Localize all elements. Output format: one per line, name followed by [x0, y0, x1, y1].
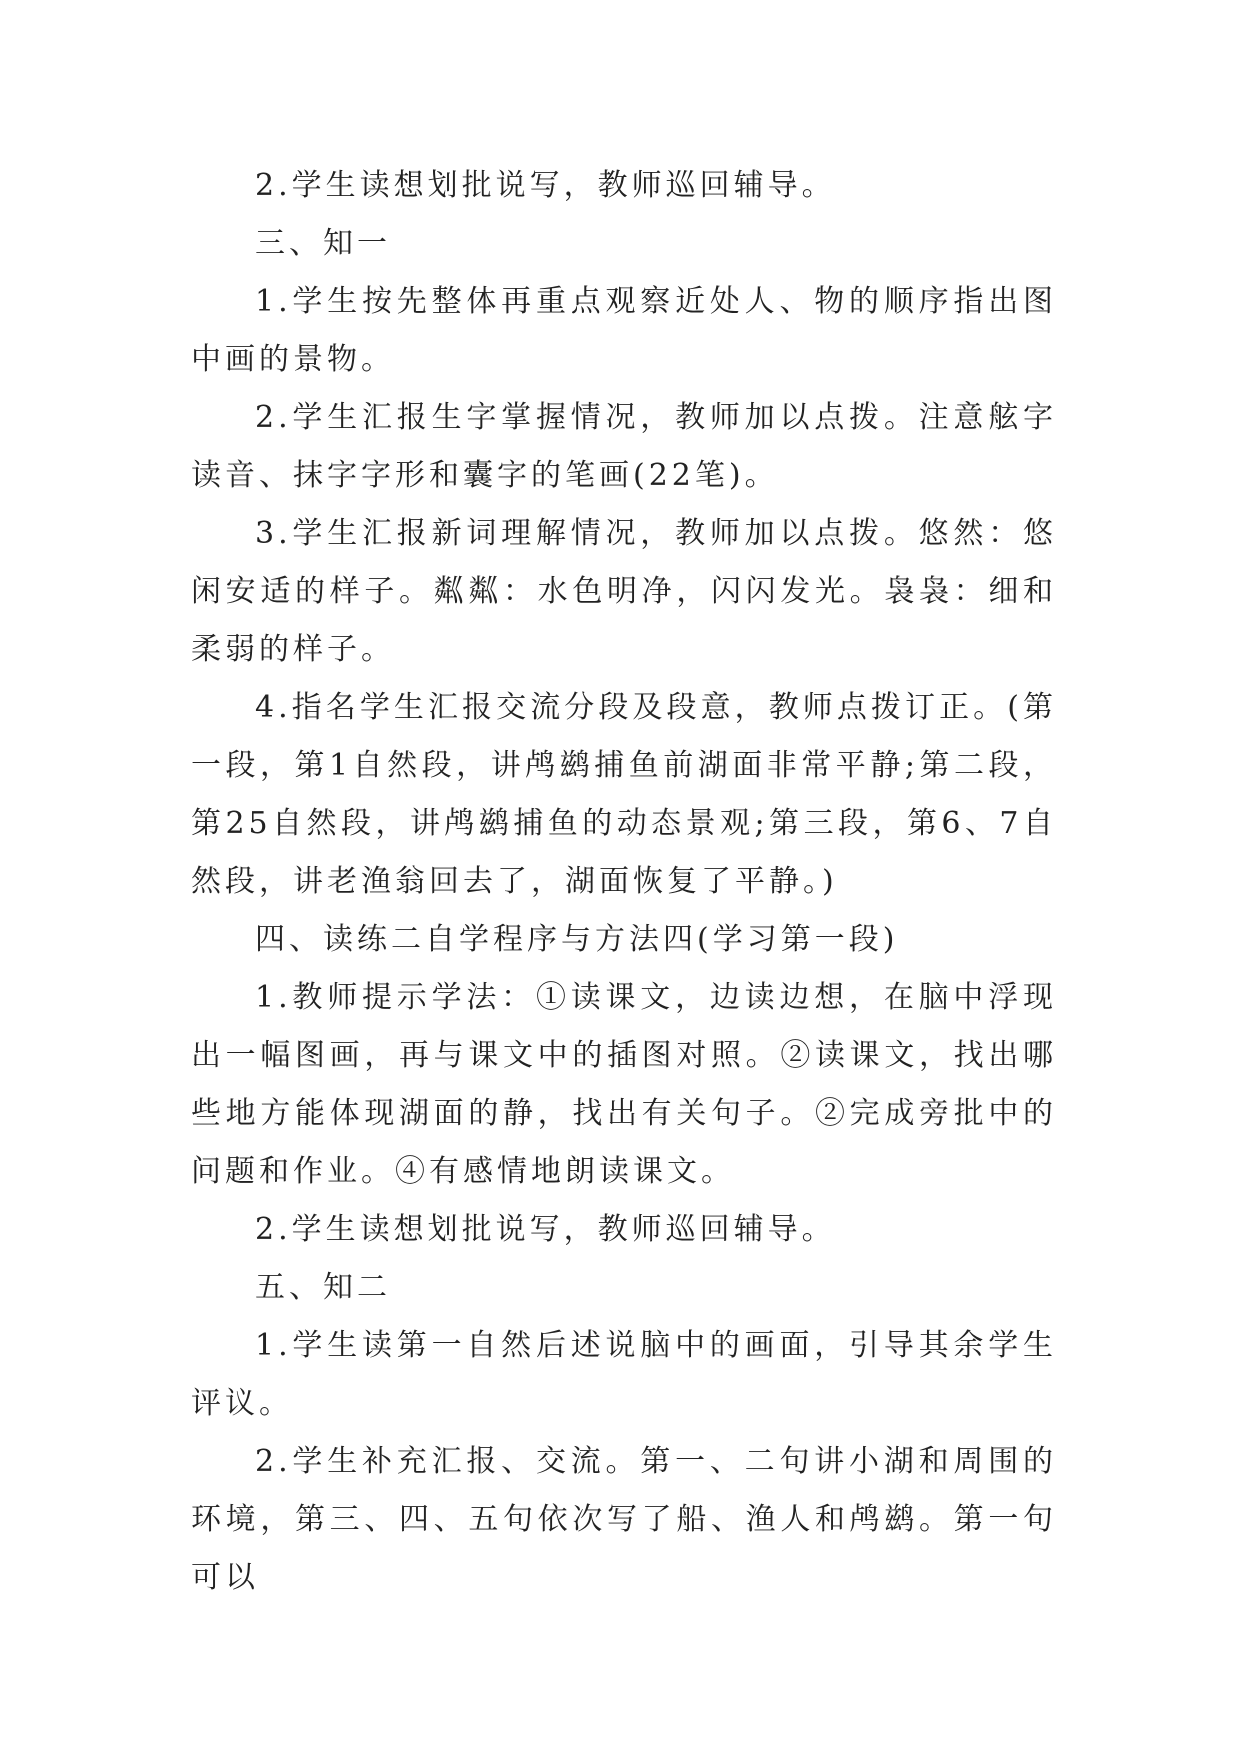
paragraph-5: 3.学生汇报新词理解情况，教师加以点拨。悠然：悠闲安适的样子。粼粼：水色明净，闪闪发光。袅袅：细和柔弱的样子。: [191, 516, 1057, 667]
paragraph-6: 4.指名学生汇报交流分段及段意，教师点拨订正。(第一段，第1自然段，讲鸬鹚捕鱼前湖面非常平静;第二段，第25自然段，讲鸬鹚捕鱼的动态景观;第三段，第6、7自然段，讲老渔翁回去了，湖面恢复了平静。): [191, 690, 1057, 899]
paragraph-3: 1.学生按先整体再重点观察近处人、物的顺序指出图中画的景物。: [191, 284, 1057, 377]
section-heading-3: 三、知一: [255, 226, 391, 261]
paragraph-11: 1.学生读第一自然后述说脑中的画面，引导其余学生评议。: [191, 1328, 1057, 1421]
paragraph-1: 2.学生读想划批说写，教师巡回辅导。: [255, 168, 836, 203]
paragraph-8: 1.教师提示学法：①读课文，边读边想，在脑中浮现出一幅图画，再与课文中的插图对照。②读课文，找出哪些地方能体现湖面的静，找出有关句子。②完成旁批中的问题和作业。④有感情地朗读课文。: [191, 980, 1057, 1189]
document-body: [191, 157, 1057, 1607]
paragraph-12: 2.学生补充汇报、交流。第一、二句讲小湖和周围的环境，第三、四、五句依次写了船、渔人和鸬鹚。第一句可以: [191, 1444, 1057, 1595]
paragraph-9: 2.学生读想划批说写，教师巡回辅导。: [255, 1212, 836, 1247]
paragraph-4: 2.学生汇报生字掌握情况，教师加以点拨。注意舷字读音、抹字字形和囊字的笔画(22笔)。: [191, 400, 1057, 493]
section-heading-4: 四、读练二自学程序与方法四(学习第一段): [255, 922, 899, 957]
section-heading-5: 五、知二: [255, 1270, 391, 1305]
